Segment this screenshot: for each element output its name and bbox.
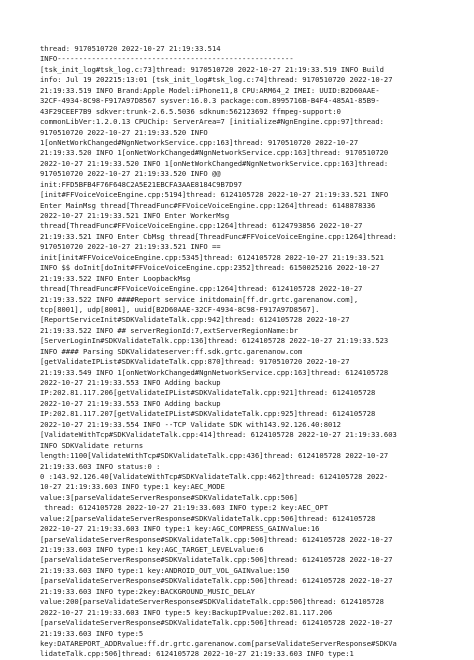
log-line: value:3[parseValidateServerResponse#SDKValidateTalk.cpp:506] (40, 492, 298, 502)
log-text-block (40, 44, 440, 660)
log-line: 21:19:33.603 INFO type:2key:BACKGROUND_MUSIC_DELAY (40, 586, 255, 596)
log-line: 2022-10-27 21:19:33.520 INFO 1[onNetWorkChanged#NgnNetworkService.cpp:163]thread: (40, 158, 389, 168)
log-line: thread[ThreadFunc#FFVoiceVoiceEngine.cpp:1264]thread: 6124105728 2022-10-27 (40, 284, 363, 294)
log-line: 21:19:33.520 INFO 1[onNetWorkChanged#NgnNetworkService.cpp:163]thread: 9170510720 (40, 148, 389, 158)
log-line: 21:19:33.522 INFO ## serverRegionId:7,extServerRegionName:br (40, 325, 298, 335)
log-line: thread: 9170510720 2022-10-27 21:19:33.514 (40, 44, 221, 53)
log-line: commonLibVer:1.2.0.13 CPUChip: ServerArea=7 [initialize#NgnEngine.cpp:97]thread: (40, 117, 384, 127)
log-line: [ReportServiceInit#SDKValidateTalk.cpp:942]thread: 6124105728 2022-10-27 (40, 315, 350, 325)
log-line: 21:19:33.549 INFO 1[onNetWorkChanged#NgnNetworkService.cpp:163]thread: 6124105728 (40, 367, 389, 377)
log-line: 2022-10-27 21:19:33.603 INFO type:1 key:AGC_COMPRESS_GAINValue:16 (40, 524, 320, 534)
log-line: key:DATAREPORT_ADDRvalue:ff.dr.grtc.garenanow.com[parseValidateServerResponse#SDKVa (40, 638, 397, 648)
log-line: 2022-10-27 21:19:33.521 INFO Enter WorkerMsg (40, 211, 230, 220)
log-line: 21:19:33.519 INFO Brand:Apple Model:iPhone11,8 CPU:ARM64_2 IMEI: UUID:B2D60AAE- (40, 85, 380, 95)
log-line: 2022-10-27 21:19:33.553 INFO Adding backup (40, 378, 221, 387)
log-line: IP:202.81.117.207[getValidateIPList#SDKValidateTalk.cpp:925]thread: 6124105728 (40, 409, 376, 419)
log-line: 2022-10-27 21:19:33.554 INFO --TCP Validate SDK with143.92.126.40:8012 (40, 419, 341, 429)
log-line: [parseValidateServerResponse#SDKValidateTalk.cpp:506]thread: 6124105728 2022-10-27 (40, 555, 393, 565)
log-line: [init#FFVoiceVoiceEngine.cpp:5194]thread: 6124105728 2022-10-27 21:19:33.521 INFO (40, 190, 389, 200)
log-line: 21:19:33.603 INFO type:1 key:AGC_TARGET_LEVELvalue:6 (40, 545, 264, 554)
log-line: INFO $$ doInit[doInit#FFVoiceVoiceEngine.cpp:2352]thread: 6150025216 2022-10-27 (40, 263, 380, 273)
log-line: 32CF-4934-8C98-F917A97D8567 sysver:16.0.3 package:com.8995716B-B4F4-485A1-85B9- (40, 96, 380, 106)
log-line: thread[ThreadFunc#FFVoiceVoiceEngine.cpp:1264]thread: 6124793856 2022-10-27 (40, 221, 363, 231)
log-line: 43F29CEEF7B9 sdkver:trunk-2.6.5.5036 sdknum:562123692 ffmpeg-support:0 (40, 106, 341, 116)
log-line: lidateTalk.cpp:506]thread: 6124105728 2022-10-27 21:19:33.603 INFO type:1 (40, 649, 354, 659)
log-line: 9170510720 2022-10-27 21:19:33.520 INFO (40, 127, 208, 137)
log-line: [parseValidateServerResponse#SDKValidateTalk.cpp:506]thread: 6124105728 2022-10-27 (40, 534, 393, 544)
log-line: Enter MainMsg thread[ThreadFunc#FFVoiceVoiceEngine.cpp:1264]thread: 6148878336 (40, 200, 376, 210)
log-line: [tsk_init_log#tsk_log.c:73]thread: 9170510720 2022-10-27 21:19:33.519 INFO Build (40, 64, 384, 74)
log-line: info: Jul 19 202215:13:01 [tsk_init_log#tsk_log.c:74]thread: 9170510720 2022-10-27 (40, 75, 393, 85)
log-line: 10-27 21:19:33.603 INFO type:1 key:AEC_MODE (40, 482, 225, 492)
log-line: IP:202.81.117.206[getValidateIPList#SDKValidateTalk.cpp:921]thread: 6124105728 (40, 388, 376, 398)
log-line: 9170510720 2022-10-27 21:19:33.521 INFO == (40, 242, 221, 252)
log-line: [parseValidateServerResponse#SDKValidateTalk.cpp:506]thread: 6124105728 2022-10-27 (40, 618, 393, 628)
log-line: 1[onNetWorkChanged#NgnNetworkService.cpp:163]thread: 9170510720 2022-10-27 (40, 137, 359, 147)
log-line: INFO------------------------------------------------------- (40, 54, 294, 64)
log-line: 2022-10-27 21:19:33.603 INFO type:5 key:BackupIPvalue:202.81.117.206 (40, 607, 333, 617)
log-line: 21:19:33.603 INFO type:1 key:ANDROID_OUT_VOL_GAINvalue:150 (40, 565, 290, 575)
log-line: [parseValidateServerResponse#SDKValidateTalk.cpp:506]thread: 6124105728 2022-10-27 (40, 576, 393, 586)
log-line: length:1100[ValidateWithTcp#SDKValidateTalk.cpp:436]thread: 6124105728 2022-10-27 (40, 451, 389, 461)
log-line: init[init#FFVoiceVoiceEngine.cpp:5345]thread: 6124105728 2022-10-27 21:19:33.521 (40, 252, 384, 262)
log-line: 21:19:33.603 INFO type:5 (40, 628, 144, 638)
log-line: 0 :143.92.126.40[ValidateWithTcp#SDKValidateTalk.cpp:462]thread: 6124105728 2022- (40, 471, 389, 481)
log-line: 21:19:33.603 INFO status:0 : (40, 461, 161, 471)
log-line: tcp[8001], udp[8001], uuid[B2D60AAE-32CF-4934-8C98-F917A97D8567]. (40, 304, 320, 314)
log-line: 21:19:33.521 INFO Enter CbMsg thread[ThreadFunc#FFVoiceVoiceEngine.cpp:1264]thread: (40, 231, 397, 241)
log-line: INFO SDKValidate returns (40, 440, 144, 450)
log-line: [ServerLoginIn#SDKValidateTalk.cpp:136]thread: 6124105728 2022-10-27 21:19:33.523 (40, 336, 389, 346)
log-line: thread: 6124105728 2022-10-27 21:19:33.603 INFO type:2 key:AEC_OPT (40, 503, 329, 513)
log-line: 21:19:33.522 INFO Enter LoopbackMsg (40, 273, 191, 283)
log-line: 9170510720 2022-10-27 21:19:33.520 INFO @@ (40, 169, 221, 179)
log-line: value:2[parseValidateServerResponse#SDKValidateTalk.cpp:506]thread: 6124105728 (40, 513, 376, 523)
log-line: 21:19:33.522 INFO ####Report service initdomain[ff.dr.grtc.garenanow.com], (40, 294, 359, 304)
log-line: [getValidateIPList#SDKValidateTalk.cpp:870]thread: 9170510720 2022-10-27 (40, 357, 350, 367)
log-line: init:FFD5BFB4F76F648C2A5E21EBCFA3AAE8184C9B7D97 (40, 179, 243, 189)
log-line: value:200[parseValidateServerResponse#SDKValidateTalk.cpp:506]thread: 6124105728 (40, 597, 384, 607)
log-line: 2022-10-27 21:19:33.553 INFO Adding backup (40, 398, 221, 408)
log-line: [ValidateWithTcp#SDKValidateTalk.cpp:414]thread: 6124105728 2022-10-27 21:19:33.603 (40, 430, 397, 440)
log-line: INFO #### Parsing SDKValidateserver:ff.sdk.grtc.garenanow.com (40, 346, 303, 356)
